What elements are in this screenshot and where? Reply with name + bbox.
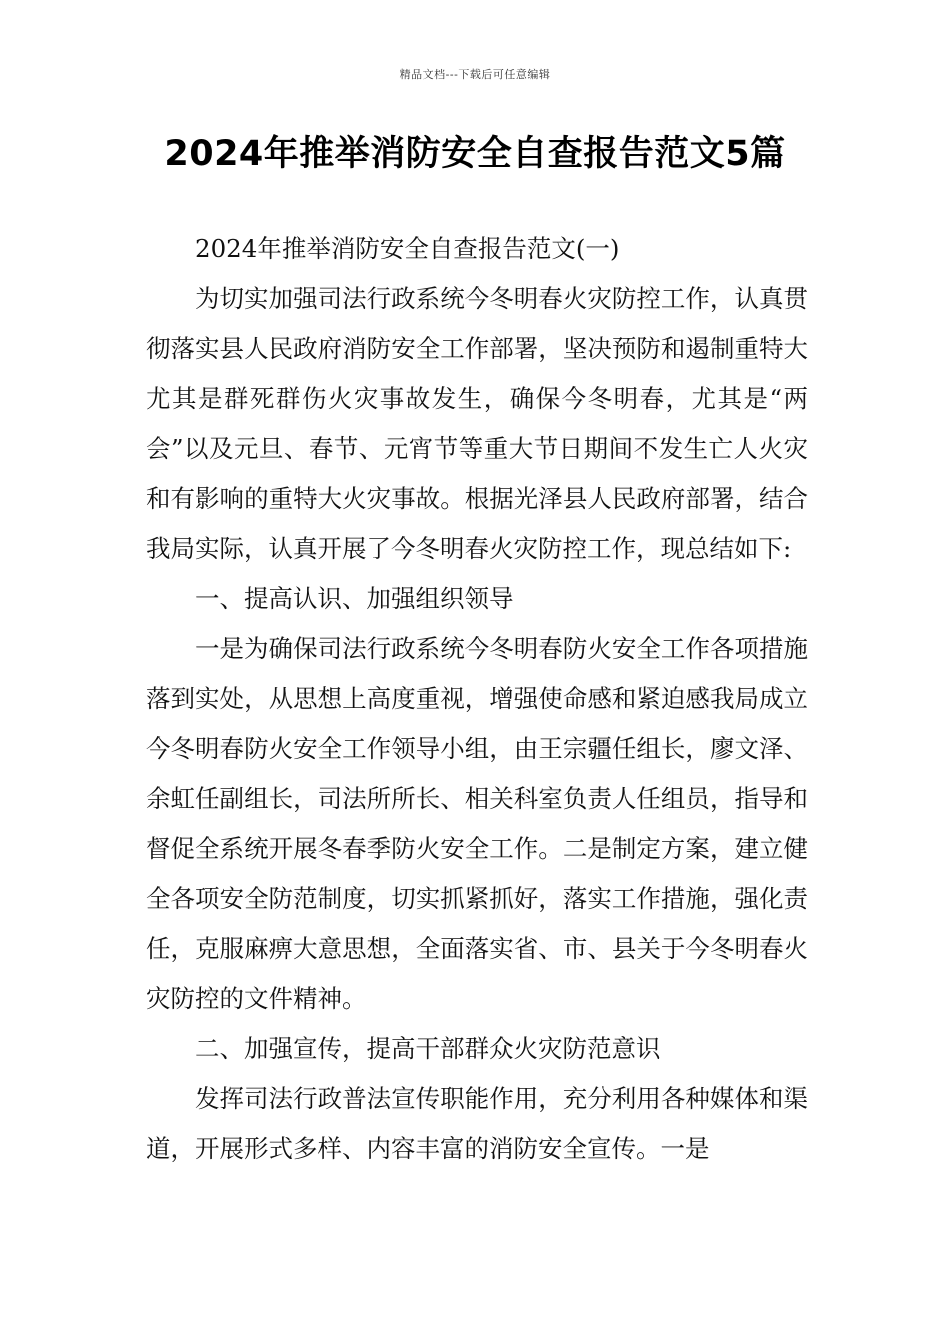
document-body bbox=[146, 224, 808, 1174]
header-note: 精品文档---下载后可任意编辑 bbox=[399, 68, 551, 81]
body-paragraph: 一是为确保司法行政系统今冬明春防火安全工作各项措施落到实处，从思想上高度重视，增强使命感和紧迫感我局成立今冬明春防火安全工作领导小组，由王宗疆任组长，廖文泽、余虹任副组长，司法所所长、相关科室负责人任组员，指导和督促全系统开展冬春季防火安全工作。二是制定方案，建立健全各项安全防范制度，切实抓紧抓好，落实工作措施，强化责任，克服麻痹大意思想，全面落实省、市、县关于今冬明春火灾防控的文件精神。 bbox=[146, 634, 808, 1013]
section-heading: 一、提高认识、加强组织领导 bbox=[195, 584, 514, 613]
body-paragraph: 为切实加强司法行政系统今冬明春火灾防控工作，认真贯彻落实县人民政府消防安全工作部署，坚决预防和遏制重特大尤其是群死群伤火灾事故发生，确保今冬明春，尤其是“两会”以及元旦、春节、元宵节等重大节日期间不发生亡人火灾和有影响的重特大火灾事故。根据光泽县人民政府部署，结合我局实际，认真开展了今冬明春火灾防控工作，现总结如下: bbox=[146, 284, 808, 563]
section-heading: 2024年推举消防安全自查报告范文(一) bbox=[195, 234, 620, 263]
section-heading: 二、加强宣传，提高干部群众火灾防范意识 bbox=[195, 1034, 661, 1063]
body-paragraph: 发挥司法行政普法宣传职能作用，充分利用各种媒体和渠道，开展形式多样、内容丰富的消防安全宣传。一是 bbox=[146, 1084, 808, 1163]
document-title: 2024年推举消防安全自查报告范文5篇 bbox=[164, 134, 786, 174]
